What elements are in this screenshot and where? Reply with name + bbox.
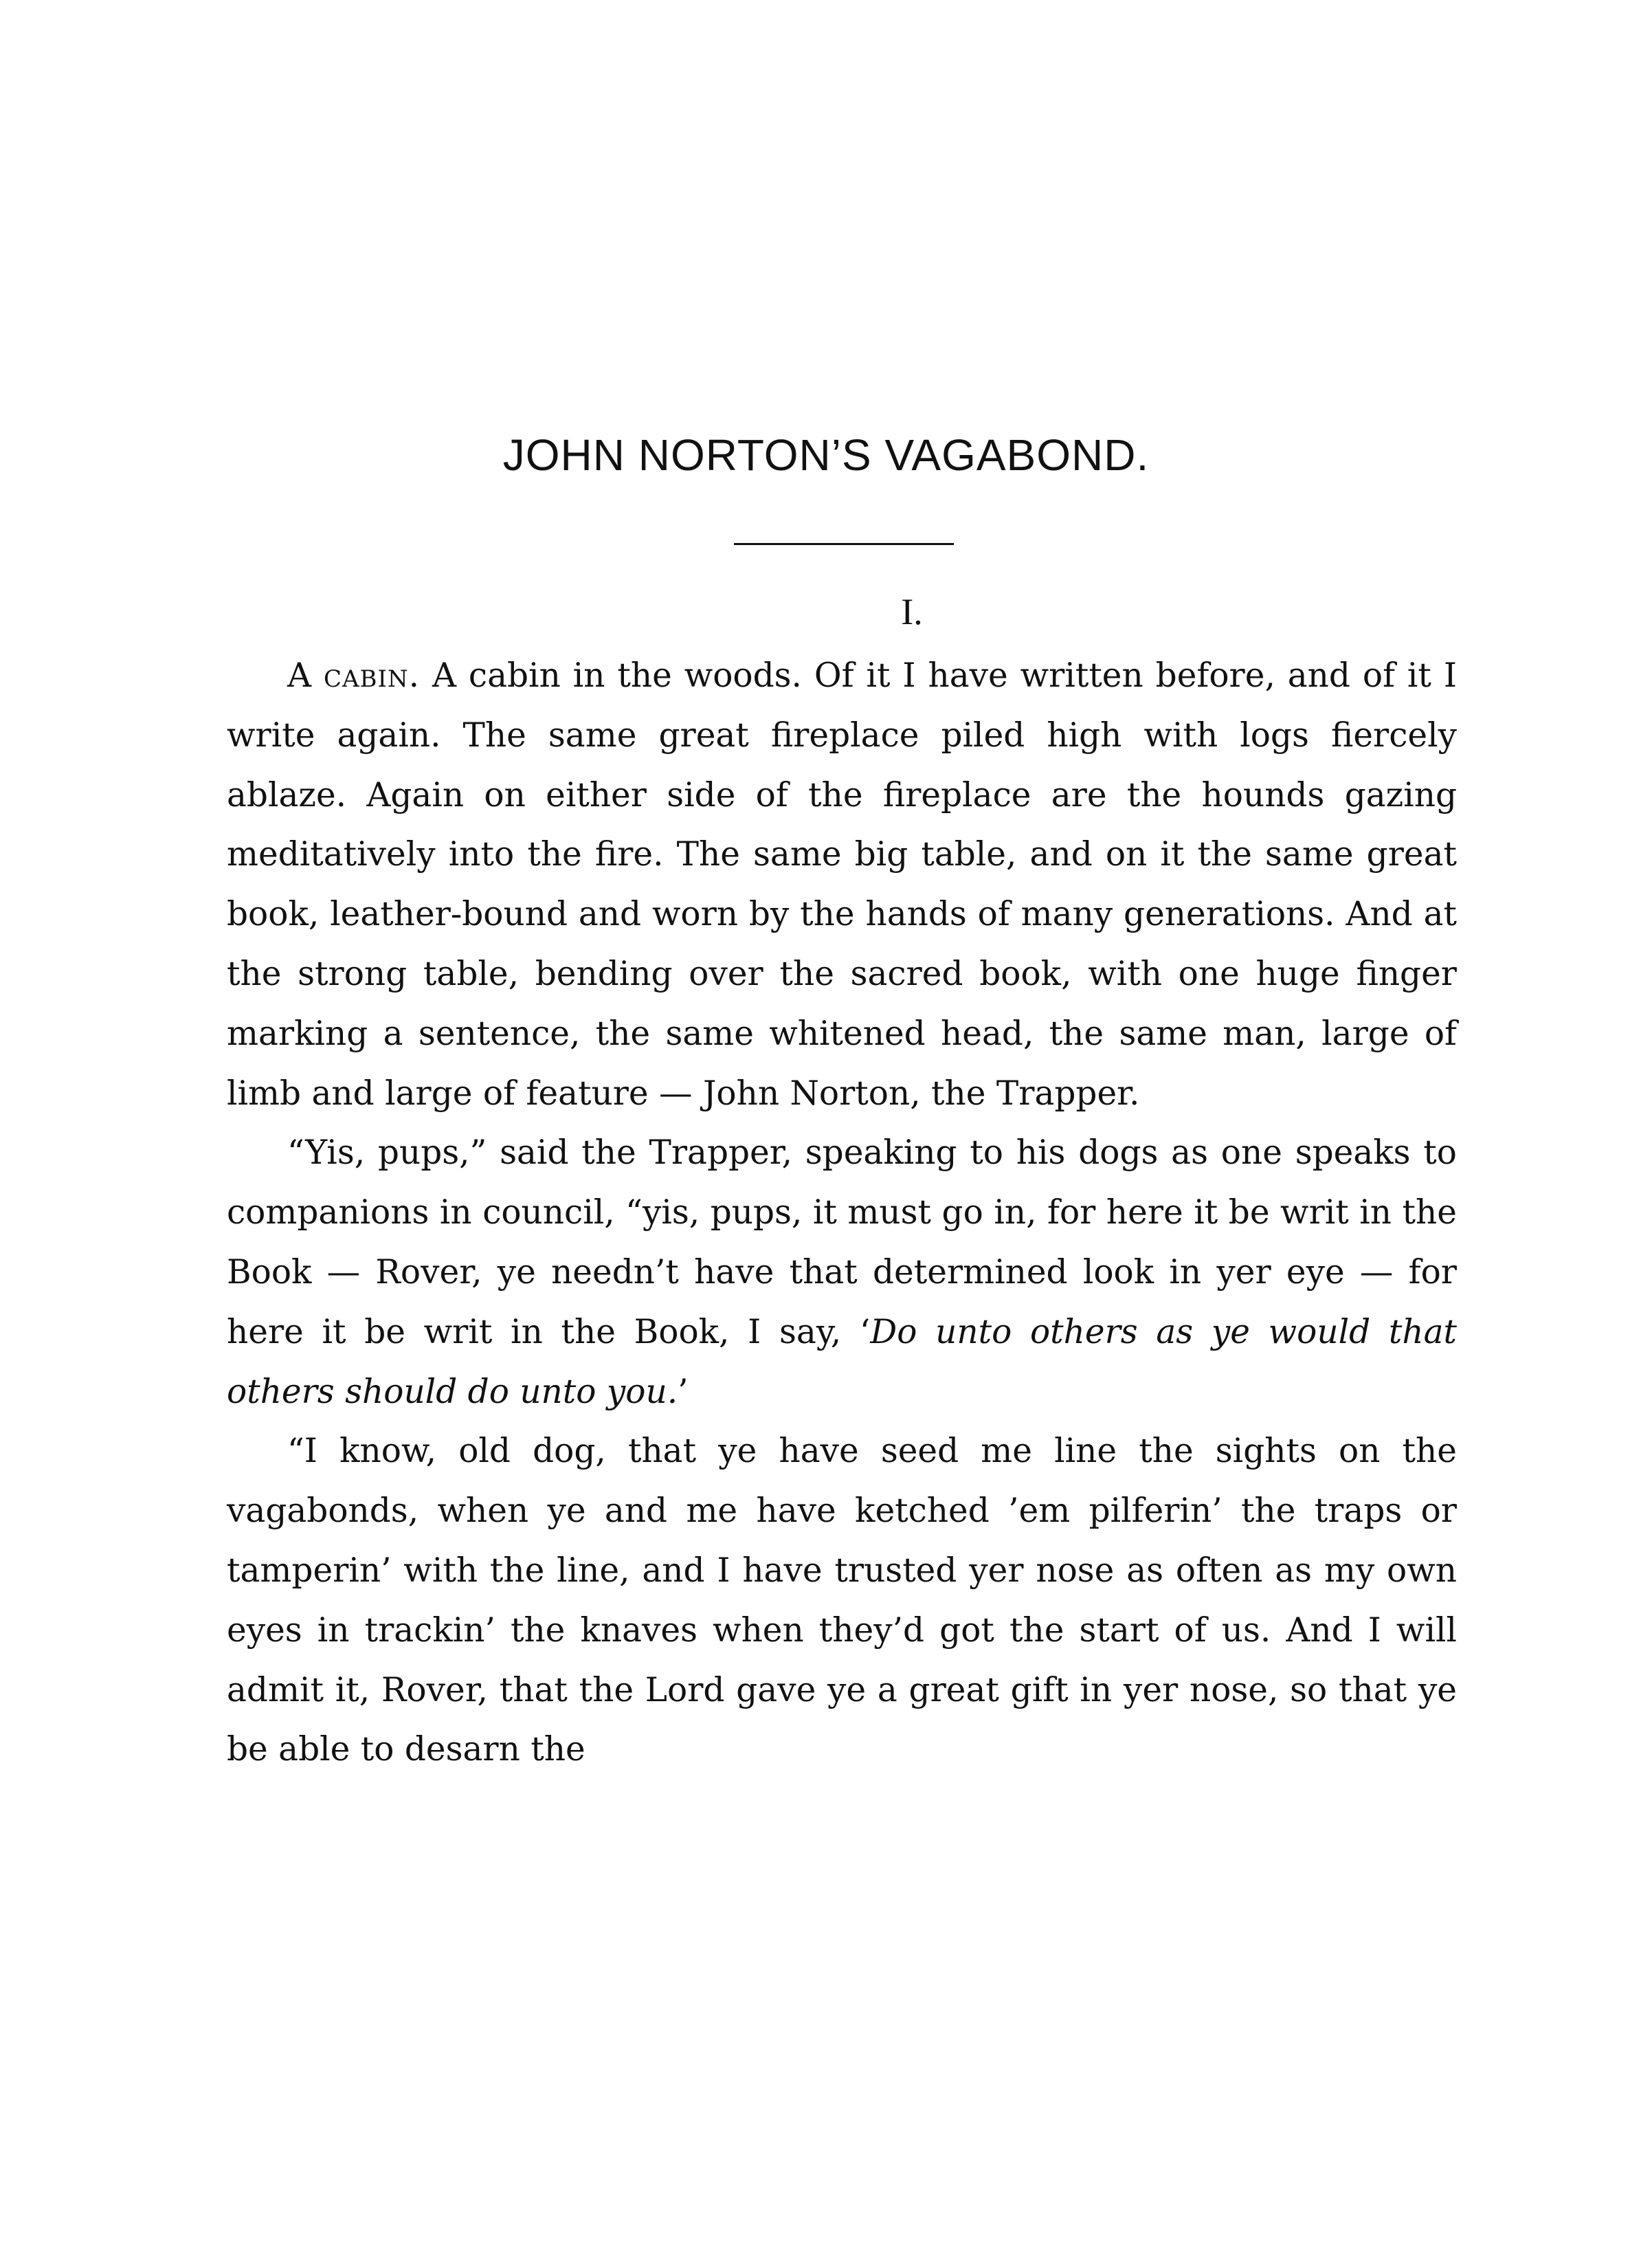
chapter-number: I. <box>901 591 923 632</box>
body-text <box>227 646 1457 1780</box>
page-title: JOHN NORTON’S VAGABOND. <box>502 430 1150 480</box>
paragraph-italic-quote: Do unto others as ye would that others should do unto you. <box>227 1312 1457 1411</box>
paragraph-smallcaps: cabin. <box>323 656 421 695</box>
title-divider <box>734 543 954 545</box>
paragraph <box>227 646 1457 1123</box>
paragraph-text: “Yis, pups,” said the Trapper, speaking to his dogs as one speaks to companions in council, “yis, pups, it must go in, for here it be writ in the Book — Rover, ye needn’t have that determined look in yer eye — for here it be writ in the Book, I say, ‘ <box>227 1133 1457 1351</box>
paragraph-text: “I know, old dog, that ye have seed me line the sights on the vagabonds, when ye and me have ketched ’em pilferin’ the traps or tamperin’ with the line, and I have trusted yer nose as often as my own eyes in trackin’ the knaves when they’d got the start of us. And I will admit it, Rover, that the Lord gave ye a great gift in yer nose, so that ye be able to desarn the <box>227 1432 1457 1769</box>
paragraph-text: A cabin in the woods. Of it I have written before, and of it I write again. The same great fireplace piled high with logs fiercely ablaze. Again on either side of the fireplace are the hounds gazing meditatively into the fire. The same big table, and on it the same great book, leather-bound and worn by the hands of many generations. And at the strong table, bending over the sacred book, with one huge finger marking a sentence, the same whitened head, the same man, large of limb and large of feature — John Norton, the Trapper. <box>227 656 1457 1113</box>
paragraph <box>227 1123 1457 1421</box>
paragraph-lead: A <box>287 656 312 695</box>
paragraph <box>227 1421 1457 1780</box>
paragraph-tail: ’ <box>678 1372 689 1411</box>
